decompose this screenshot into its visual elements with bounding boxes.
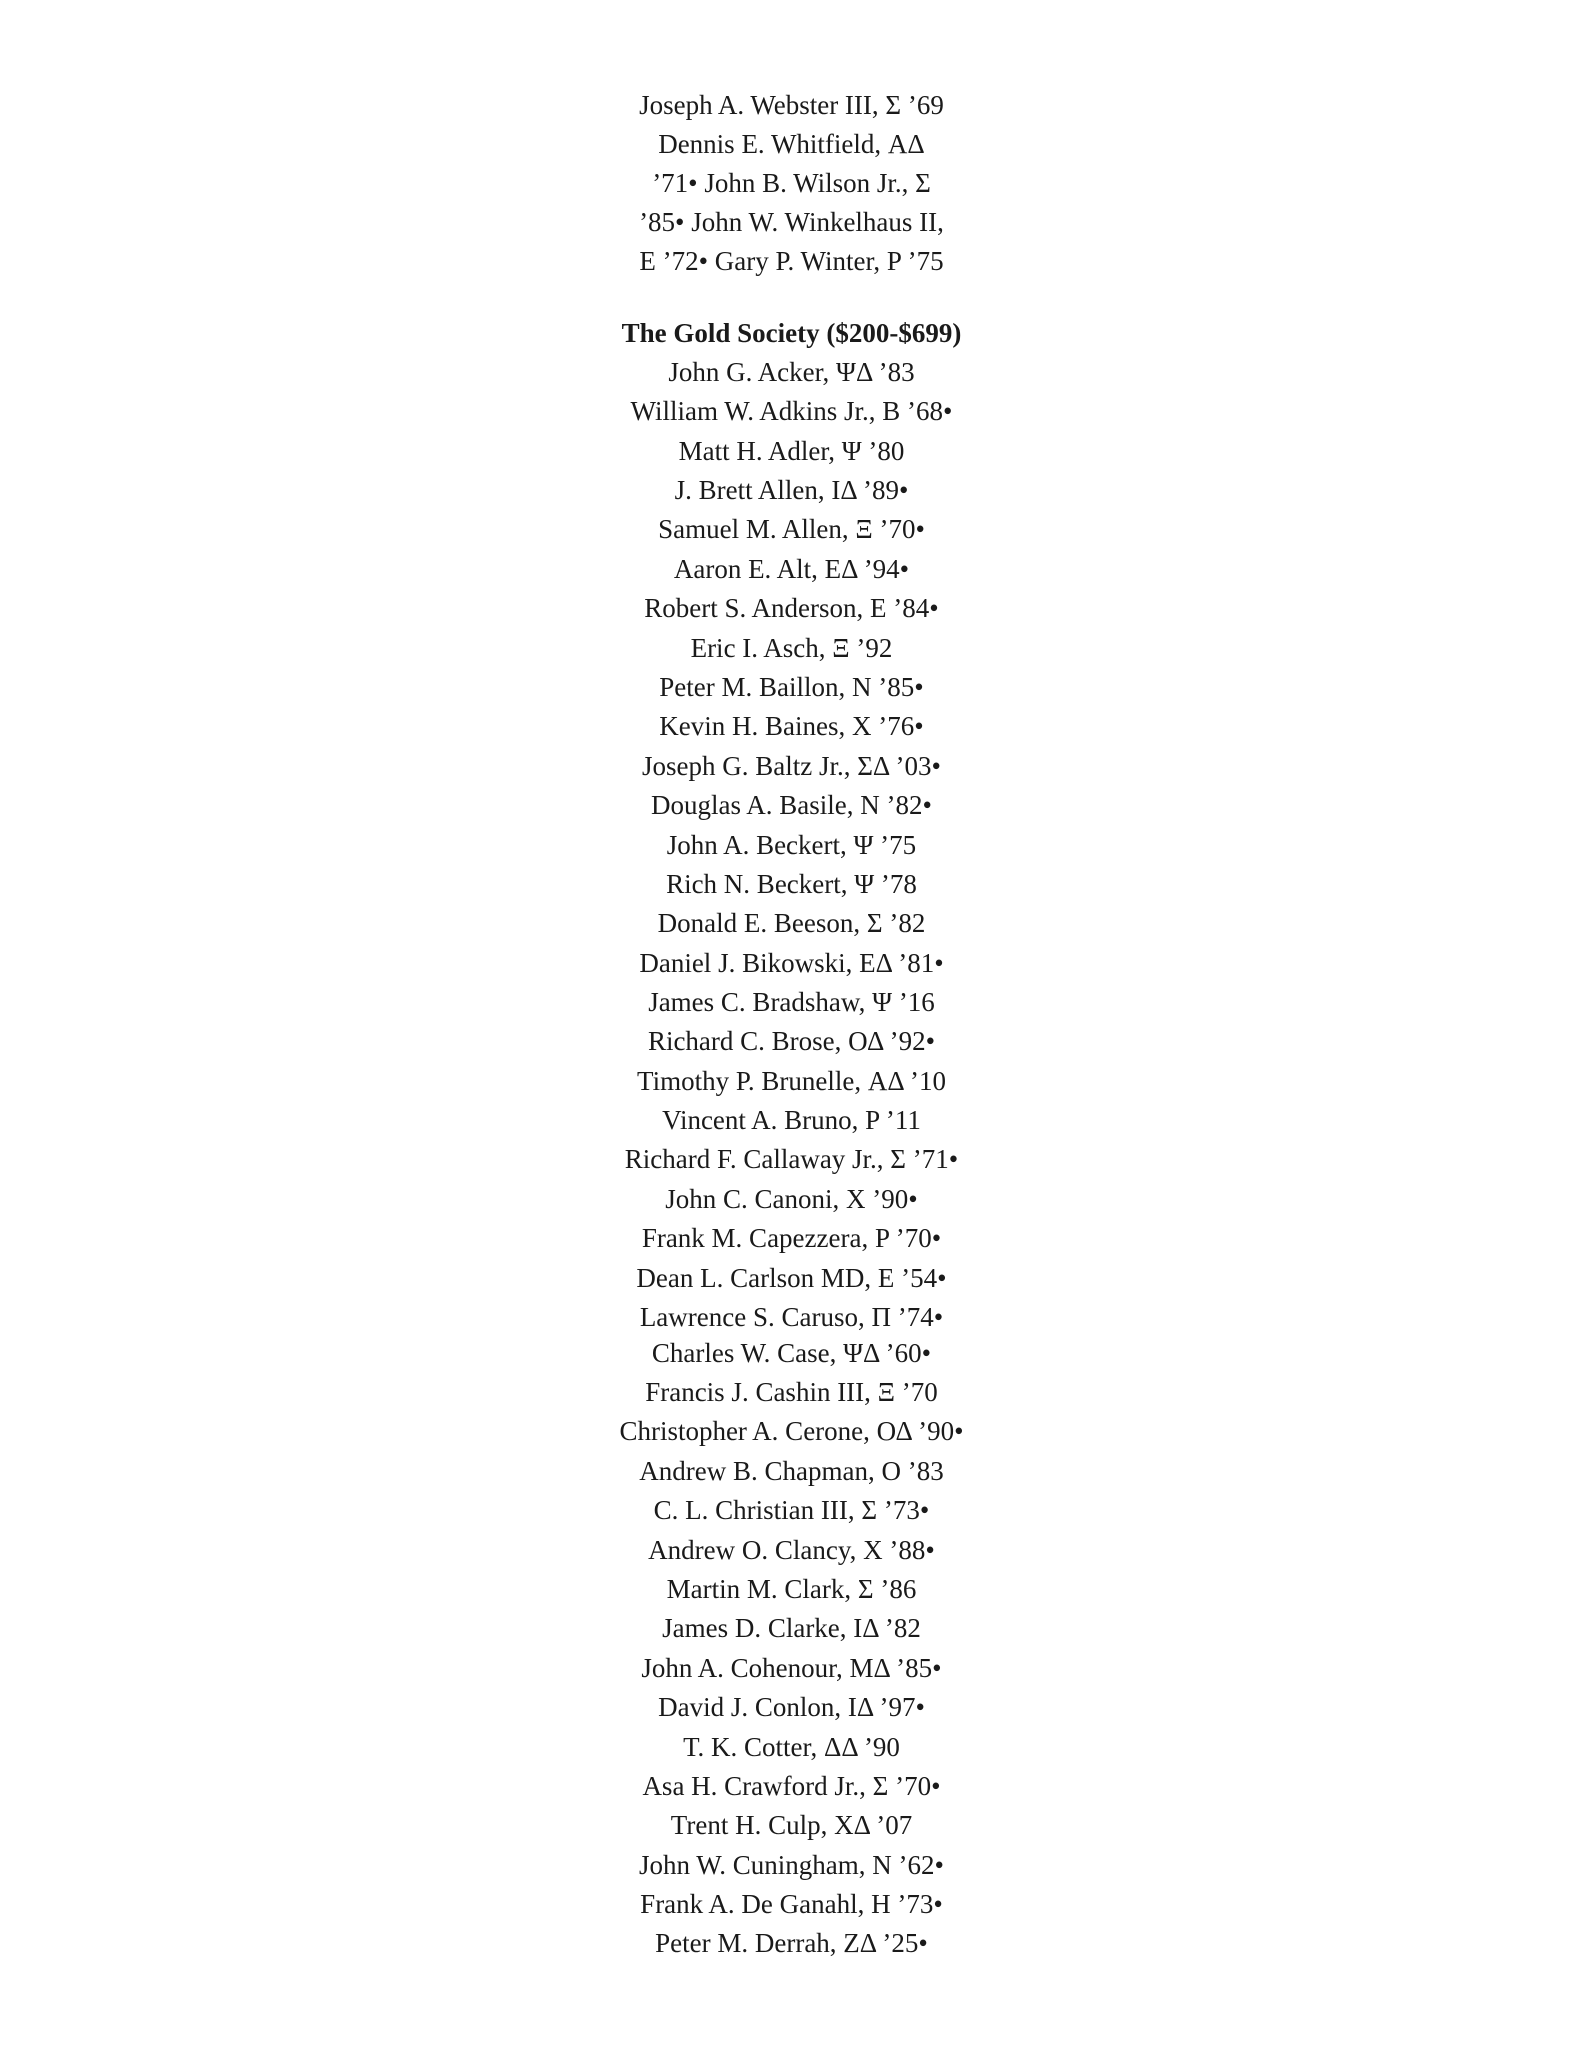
member-name: Daniel J. Bikowski, EΔ ’81• (639, 948, 944, 978)
member-name: Matt H. Adler, Ψ ’80 (678, 436, 905, 466)
member-name: Eric I. Asch, Ξ ’92 (690, 633, 893, 663)
member-name: Peter M. Baillon, N ’85• (659, 672, 924, 702)
member-name: Samuel M. Allen, Ξ ’70• (658, 514, 925, 544)
member-name: Richard C. Brose, ΟΔ ’92• (647, 1026, 936, 1056)
member-name: Timothy P. Brunelle, ΑΔ ’10 (637, 1066, 946, 1096)
member-name: James D. Clarke, ΙΔ ’82 (662, 1613, 921, 1643)
member-name: John G. Acker, ΨΔ ’83 (668, 357, 915, 387)
member-name: Joseph G. Baltz Jr., ΣΔ ’03• (641, 751, 942, 781)
member-name: Aaron E. Alt, EΔ ’94• (673, 554, 910, 584)
member-name: Asa H. Crawford Jr., Σ ’70• (642, 1771, 941, 1801)
member-name: Robert S. Anderson, E ’84• (644, 593, 939, 623)
member-name: Andrew O. Clancy, X ’88• (648, 1535, 935, 1565)
member-name: Lawrence S. Caruso, Π ’74• (639, 1302, 944, 1332)
continuation-line: Dennis E. Whitfield, ΑΔ (658, 129, 925, 159)
member-name: Peter M. Derrah, ΖΔ ’25• (655, 1928, 928, 1958)
continuation-line: Joseph A. Webster III, Σ ’69 (639, 90, 944, 120)
member-name: Rich N. Beckert, Ψ ’78 (666, 869, 917, 899)
member-name: Martin M. Clark, Σ ’86 (666, 1574, 917, 1604)
continuation-line: E ’72• Gary P. Winter, P ’75 (639, 246, 944, 276)
member-name: Andrew B. Chapman, O ’83 (639, 1456, 944, 1486)
member-name: Frank M. Capezzera, P ’70• (641, 1223, 942, 1253)
member-name: Christopher A. Cerone, ΟΔ ’90• (619, 1416, 964, 1446)
member-name: Kevin H. Baines, X ’76• (659, 711, 924, 741)
member-name: Vincent A. Bruno, P ’11 (662, 1105, 921, 1135)
member-name: Richard F. Callaway Jr., Σ ’71• (624, 1144, 959, 1174)
member-name: T. K. Cotter, ΔΔ ’90 (683, 1732, 900, 1762)
member-name: John A. Cohenour, ΜΔ ’85• (641, 1653, 942, 1683)
member-name: Douglas A. Basile, N ’82• (651, 790, 932, 820)
member-name: Frank A. De Ganahl, H ’73• (640, 1889, 943, 1919)
member-name: James C. Bradshaw, Ψ ’16 (648, 987, 935, 1017)
member-name: Charles W. Case, ΨΔ ’60• (651, 1338, 932, 1368)
member-name: Francis J. Cashin III, Ξ ’70 (645, 1377, 938, 1407)
member-name: John W. Cuningham, N ’62• (639, 1850, 944, 1880)
section-heading: The Gold Society ($200-$699) (621, 318, 962, 348)
member-name: William W. Adkins Jr., B ’68• (630, 396, 953, 426)
continuation-line: ’85• John W. Winkelhaus II, (639, 207, 944, 237)
member-name: John A. Beckert, Ψ ’75 (666, 830, 917, 860)
member-name: C. L. Christian III, Σ ’73• (653, 1495, 930, 1525)
member-name: Donald E. Beeson, Σ ’82 (657, 908, 926, 938)
member-name: Dean L. Carlson MD, E ’54• (636, 1263, 947, 1293)
member-name: John C. Canoni, X ’90• (665, 1184, 918, 1214)
member-name: David J. Conlon, ΙΔ ’97• (658, 1692, 925, 1722)
continuation-line: ’71• John B. Wilson Jr., Σ (652, 168, 931, 198)
member-name: J. Brett Allen, ΙΔ ’89• (674, 475, 909, 505)
member-name: Trent H. Culp, ΧΔ ’07 (670, 1810, 913, 1840)
